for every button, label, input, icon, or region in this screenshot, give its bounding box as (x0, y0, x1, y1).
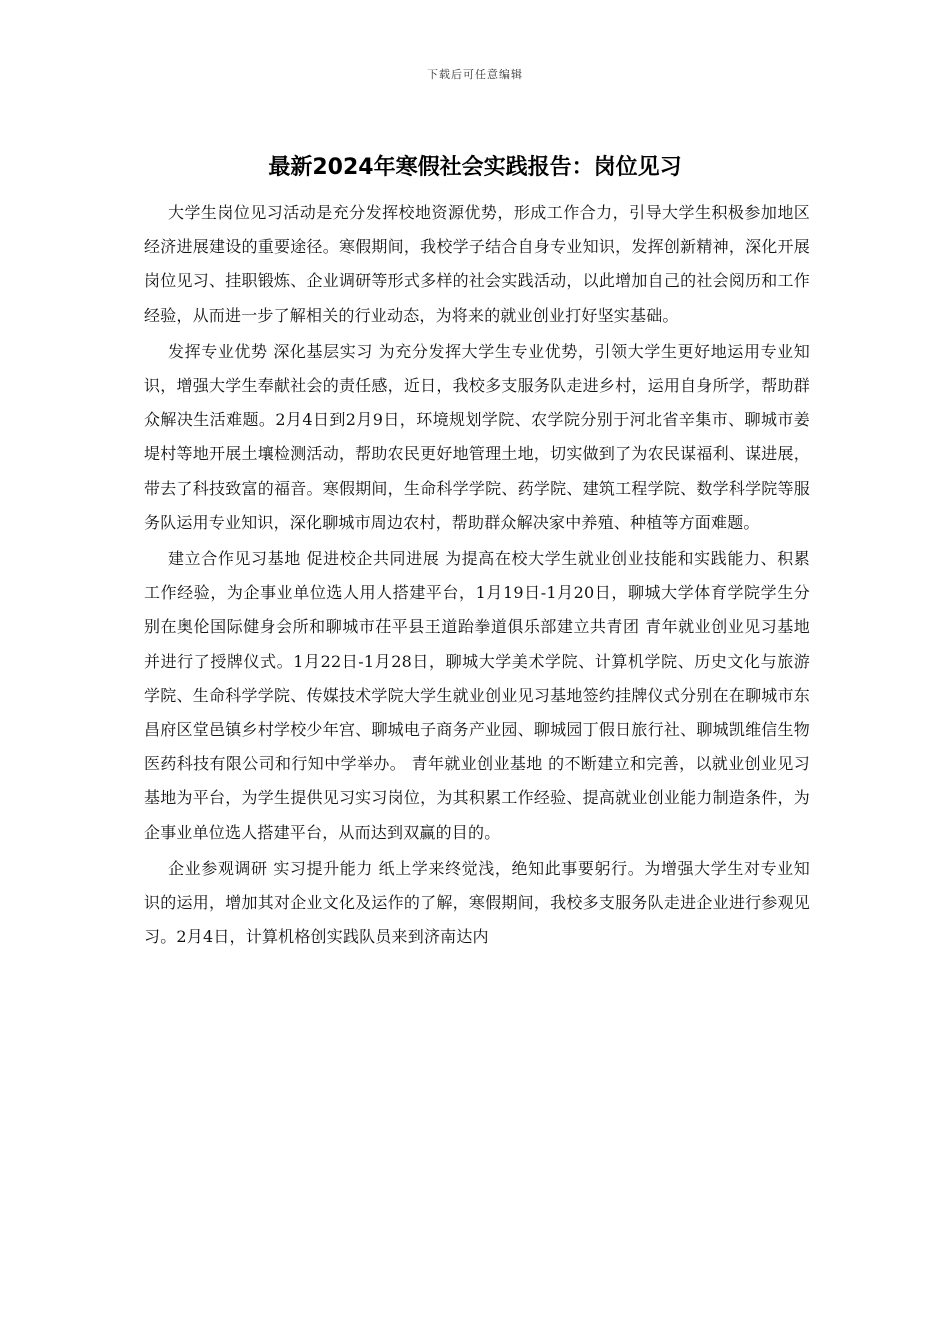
paragraph-enterprise-visit: 企业参观调研 实习提升能力 纸上学来终觉浅，绝知此事要躬行。为增强大学生对专业知识的运用，增加其对企业文化及运作的了解，寒假期间，我校多支服务队走进企业进行参观见习。2月4日，计算机格创实践队员来到济南达内 (144, 858, 810, 947)
paragraph-professional-advantage: 发挥专业优势 深化基层实习 为充分发挥大学生专业优势，引领大学生更好地运用专业知识，增强大学生奉献社会的责任感，近日，我校多支服务队走进乡村，运用自身所学，帮助群众解决生活难题。2月4日到2月9日，环境规划学院、农学院分别于河北省辛集市、聊城市姜堤村等地开展土壤检测活动，帮助农民更好地管理土地，切实做到了为农民谋福利、谋进展，带去了科技致富的福音。寒假期间，生命科学学院、药学院、建筑工程学院、数学科学院等服务队运用专业知识，深化聊城市周边农村，帮助群众解决家中养殖、种植等方面难题。 (144, 341, 810, 532)
header-note: 下载后可任意编辑 (427, 68, 523, 81)
paragraph-internship-base: 建立合作见习基地 促进校企共同进展 为提高在校大学生就业创业技能和实践能力、积累工作经验，为企事业单位选人用人搭建平台，1月19日-1月20日，聊城大学体育学院学生分别在奥伦国际健身会所和聊城市茌平县王道跆拳道俱乐部建立共青团 青年就业创业见习基地 并进行了授牌仪式。1月22日-1月28日，聊城大学美术学院、计算机学院、历史文化与旅游学院、生命科学学院、传媒技术学院大学生就业创业见习基地签约挂牌仪式分别在在聊城市东昌府区堂邑镇乡村学校少年宫、聊城电子商务产业园、聊城园丁假日旅行社、聊城凯维信生物医药科技有限公司和行知中学举办。 青年就业创业基地 的不断建立和完善，以就业创业见习基地为平台，为学生提供见习实习岗位，为其积累工作经验、提高就业创业能力制造条件，为企事业单位选人搭建平台，从而达到双赢的目的。 (144, 549, 810, 842)
paragraph-intro: 大学生岗位见习活动是充分发挥校地资源优势，形成工作合力，引导大学生积极参加地区经济进展建设的重要途径。寒假期间，我校学子结合自身专业知识，发挥创新精神，深化开展岗位见习、挂职锻炼、企业调研等形式多样的社会实践活动，以此增加自己的社会阅历和工作经验，从而进一步了解相关的行业动态，为将来的就业创业打好坚实基础。 (144, 203, 810, 325)
page-title: 最新2024年寒假社会实践报告：岗位见习 (268, 155, 682, 180)
document-body (144, 196, 810, 956)
